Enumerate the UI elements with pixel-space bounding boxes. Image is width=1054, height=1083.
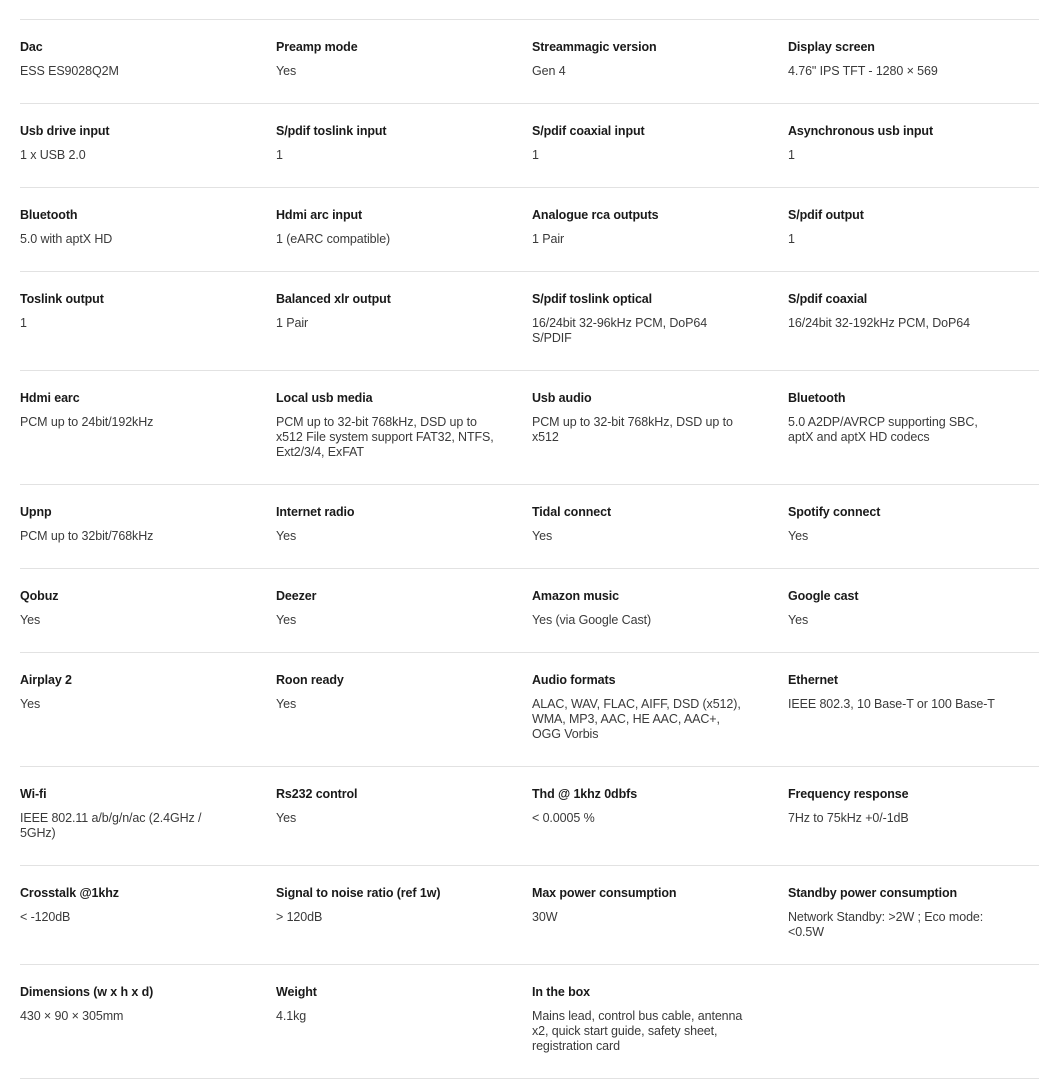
spec-item (532, 40, 788, 103)
spec-label: Internet radio (276, 505, 355, 519)
spec-value: Yes (via Google Cast) (532, 613, 652, 627)
spec-item (532, 391, 788, 484)
spec-value: ALAC, WAV, FLAC, AIFF, DSD (x512), WMA, MP3, AAC, HE AAC, AAC+, OGG Vorbis (532, 697, 741, 741)
spec-item (788, 673, 1039, 766)
spec-row (20, 104, 1039, 188)
spec-label: Crosstalk @1khz (20, 886, 119, 900)
spec-item (532, 787, 788, 865)
spec-label: Frequency response (788, 787, 909, 801)
spec-label: Dac (20, 40, 43, 54)
spec-label: Roon ready (276, 673, 344, 687)
spec-item (276, 589, 532, 652)
spec-row (20, 965, 1039, 1079)
spec-item (788, 208, 1039, 271)
spec-label: Deezer (276, 589, 317, 603)
spec-label: Tidal connect (532, 505, 612, 519)
spec-label: Display screen (788, 40, 875, 54)
spec-table (20, 19, 1039, 1079)
spec-value: Mains lead, control bus cable, antenna x2, quick start guide, safety sheet, registration card (532, 1009, 743, 1053)
spec-value: 1 (20, 316, 27, 330)
spec-item (788, 505, 1039, 568)
spec-label: Balanced xlr output (276, 292, 391, 306)
spec-item (276, 985, 532, 1078)
spec-label: Analogue rca outputs (532, 208, 659, 222)
spec-value: > 120dB (276, 910, 323, 924)
spec-label: Wi-fi (20, 787, 47, 801)
spec-value: 30W (532, 910, 558, 924)
spec-label: Max power consumption (532, 886, 677, 900)
spec-value: 1 (788, 148, 795, 162)
spec-value: 16/24bit 32-192kHz PCM, DoP64 (788, 316, 970, 330)
spec-value: 1 Pair (276, 316, 309, 330)
spec-value: PCM up to 32-bit 768kHz, DSD up to x512 (532, 415, 733, 444)
spec-row (20, 866, 1039, 965)
spec-item (532, 673, 788, 766)
spec-item (532, 589, 788, 652)
spec-row (20, 20, 1039, 104)
spec-label: Usb audio (532, 391, 592, 405)
spec-value: 16/24bit 32-96kHz PCM, DoP64 S/PDIF (532, 316, 708, 345)
spec-label: Streammagic version (532, 40, 657, 54)
spec-label: Ethernet (788, 673, 838, 687)
spec-label: Amazon music (532, 589, 620, 603)
spec-value: < 0.0005 % (532, 811, 595, 825)
spec-value: Yes (276, 811, 297, 825)
spec-row (20, 569, 1039, 653)
spec-item (276, 40, 532, 103)
spec-value: PCM up to 24bit/192kHz (20, 415, 154, 429)
spec-item (20, 886, 276, 964)
spec-label: Hdmi earc (20, 391, 80, 405)
spec-item (532, 985, 788, 1078)
spec-row (20, 272, 1039, 371)
spec-value: 7Hz to 75kHz +0/-1dB (788, 811, 909, 825)
spec-item (20, 589, 276, 652)
spec-label: S/pdif coaxial (788, 292, 868, 306)
spec-item (532, 292, 788, 370)
spec-row (20, 767, 1039, 866)
spec-item (276, 886, 532, 964)
spec-value: Network Standby: >2W ; Eco mode: <0.5W (788, 910, 984, 939)
spec-label: Preamp mode (276, 40, 358, 54)
spec-value: 4.1kg (276, 1009, 307, 1023)
spec-item (788, 886, 1039, 964)
spec-label: Dimensions (w x h x d) (20, 985, 154, 999)
spec-item (532, 505, 788, 568)
spec-value: Yes (276, 64, 297, 78)
spec-label: Rs232 control (276, 787, 358, 801)
spec-item (788, 589, 1039, 652)
spec-item (276, 292, 532, 370)
spec-value: 1 (788, 232, 795, 246)
spec-label: In the box (532, 985, 591, 999)
spec-item (788, 391, 1039, 484)
spec-row (20, 485, 1039, 569)
spec-label: S/pdif toslink optical (532, 292, 653, 306)
spec-value: Yes (20, 697, 41, 711)
spec-label: Usb drive input (20, 124, 110, 138)
spec-item (20, 985, 276, 1078)
spec-item (20, 124, 276, 187)
spec-label: Airplay 2 (20, 673, 72, 687)
spec-label: Upnp (20, 505, 52, 519)
spec-label: Standby power consumption (788, 886, 958, 900)
spec-label: Asynchronous usb input (788, 124, 934, 138)
spec-item (20, 292, 276, 370)
spec-value: Yes (20, 613, 41, 627)
spec-value: IEEE 802.3, 10 Base-T or 100 Base-T (788, 697, 995, 711)
spec-item (788, 787, 1039, 865)
spec-item (276, 391, 532, 484)
spec-value: 5.0 A2DP/AVRCP supporting SBC, aptX and aptX HD codecs (788, 415, 978, 444)
spec-value: Yes (788, 529, 809, 543)
spec-row (20, 188, 1039, 272)
spec-label: Bluetooth (788, 391, 846, 405)
spec-label: Local usb media (276, 391, 373, 405)
spec-value: 1 x USB 2.0 (20, 148, 86, 162)
spec-item-empty (788, 985, 1039, 1078)
spec-item (20, 208, 276, 271)
spec-item (788, 292, 1039, 370)
spec-value: PCM up to 32-bit 768kHz, DSD up to x512 File system support FAT32, NTFS, Ext2/3/4, ExFAT (276, 415, 494, 459)
spec-item (532, 208, 788, 271)
spec-item (20, 673, 276, 766)
spec-label: Signal to noise ratio (ref 1w) (276, 886, 441, 900)
spec-item (532, 886, 788, 964)
spec-value: Yes (276, 613, 297, 627)
spec-value: Yes (788, 613, 809, 627)
spec-value: IEEE 802.11 a/b/g/n/ac (2.4GHz / 5GHz) (20, 811, 202, 840)
spec-value: ESS ES9028Q2M (20, 64, 119, 78)
spec-item (276, 673, 532, 766)
spec-item (788, 40, 1039, 103)
spec-value: Gen 4 (532, 64, 566, 78)
spec-value: Yes (276, 697, 297, 711)
spec-item (20, 40, 276, 103)
spec-value: 1 (276, 148, 283, 162)
spec-item (532, 124, 788, 187)
spec-value: 5.0 with aptX HD (20, 232, 113, 246)
spec-value: 1 Pair (532, 232, 565, 246)
spec-label: Hdmi arc input (276, 208, 363, 222)
spec-label: S/pdif output (788, 208, 864, 222)
spec-value: Yes (532, 529, 553, 543)
spec-value: PCM up to 32bit/768kHz (20, 529, 154, 543)
spec-label: Audio formats (532, 673, 616, 687)
spec-label: Spotify connect (788, 505, 881, 519)
spec-label: S/pdif toslink input (276, 124, 387, 138)
spec-value: 430 × 90 × 305mm (20, 1009, 124, 1023)
spec-label: Toslink output (20, 292, 104, 306)
spec-label: Weight (276, 985, 317, 999)
spec-label: Qobuz (20, 589, 59, 603)
spec-label: Thd @ 1khz 0dbfs (532, 787, 638, 801)
spec-item (276, 505, 532, 568)
spec-item (788, 124, 1039, 187)
spec-label: Bluetooth (20, 208, 78, 222)
spec-label: S/pdif coaxial input (532, 124, 645, 138)
spec-value: 4.76" IPS TFT - 1280 × 569 (788, 64, 938, 78)
spec-item (276, 124, 532, 187)
spec-item (276, 787, 532, 865)
spec-label: Google cast (788, 589, 859, 603)
spec-value: < -120dB (20, 910, 71, 924)
spec-item (20, 391, 276, 484)
spec-item (20, 505, 276, 568)
spec-row (20, 653, 1039, 767)
spec-value: 1 (532, 148, 539, 162)
spec-value: Yes (276, 529, 297, 543)
spec-item (20, 787, 276, 865)
spec-item (276, 208, 532, 271)
spec-value: 1 (eARC compatible) (276, 232, 391, 246)
spec-row (20, 371, 1039, 485)
